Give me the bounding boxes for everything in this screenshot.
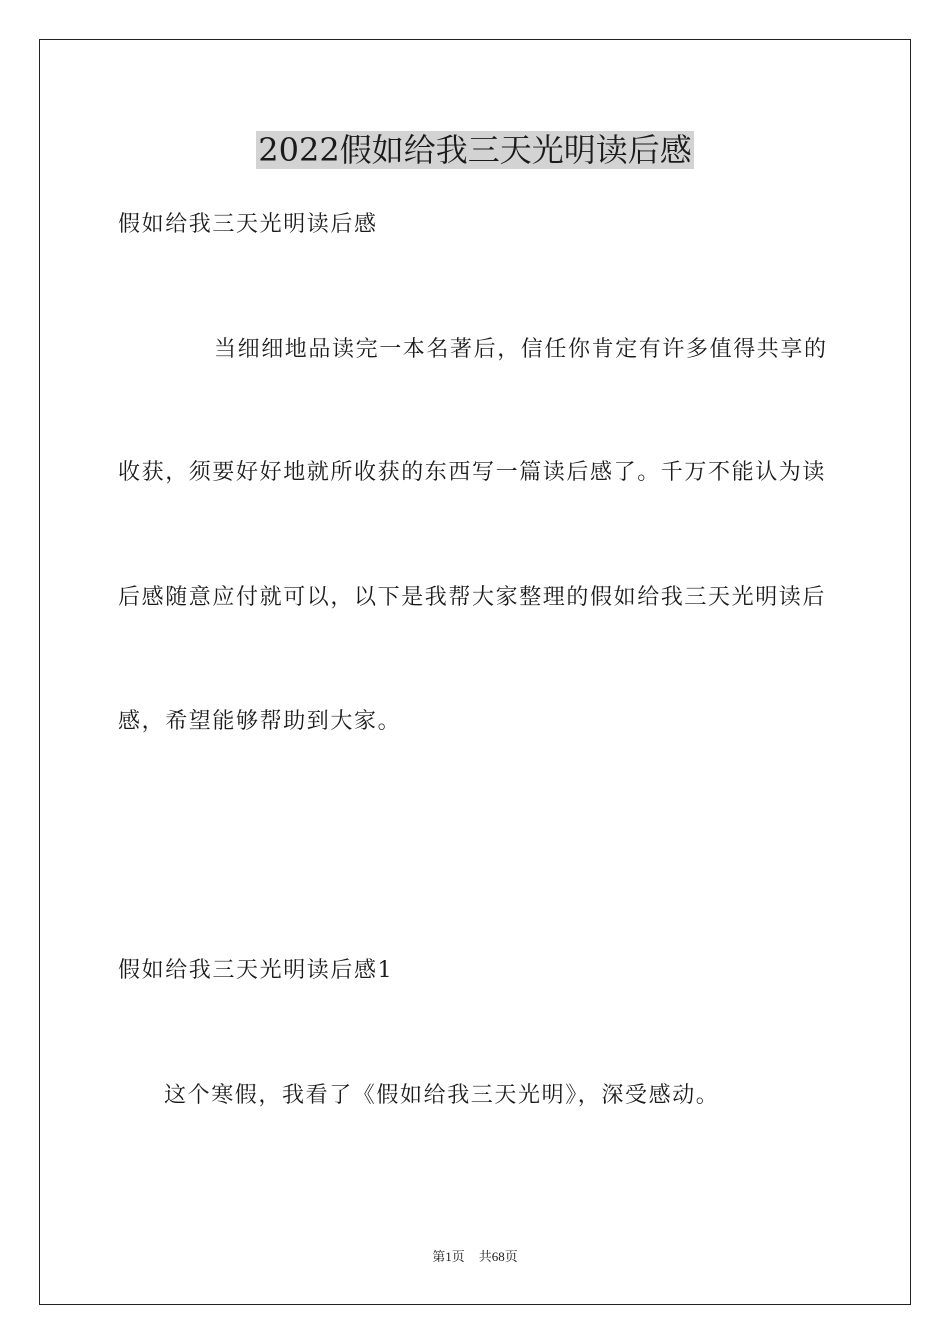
page-number: 第1页: [432, 1249, 465, 1264]
paragraph-line-1: 当细细地品读完一本名著后，信任你肯定有许多值得共享的: [214, 337, 828, 362]
page-total: 共68页: [478, 1249, 518, 1264]
page-footer: [0, 1248, 950, 1266]
paragraph-line-3: 后感随意应付就可以，以下是我帮大家整理的假如给我三天光明读后: [118, 585, 827, 610]
paragraph-line-2: 收获，须要好好地就所收获的东西写一篇读后感了。千万不能认为读: [118, 460, 827, 485]
paragraph-line-4: 感，希望能够帮助到大家。: [118, 709, 402, 734]
document-title-text: 2022假如给我三天光明读后感: [258, 131, 692, 169]
document-subtitle: 假如给我三天光明读后感: [118, 212, 378, 237]
section-paragraph-line: 这个寒假，我看了《假如给我三天光明》，深受感动。: [164, 1083, 720, 1108]
document-title: [0, 128, 950, 172]
section-heading: 假如给我三天光明读后感1: [118, 958, 394, 983]
